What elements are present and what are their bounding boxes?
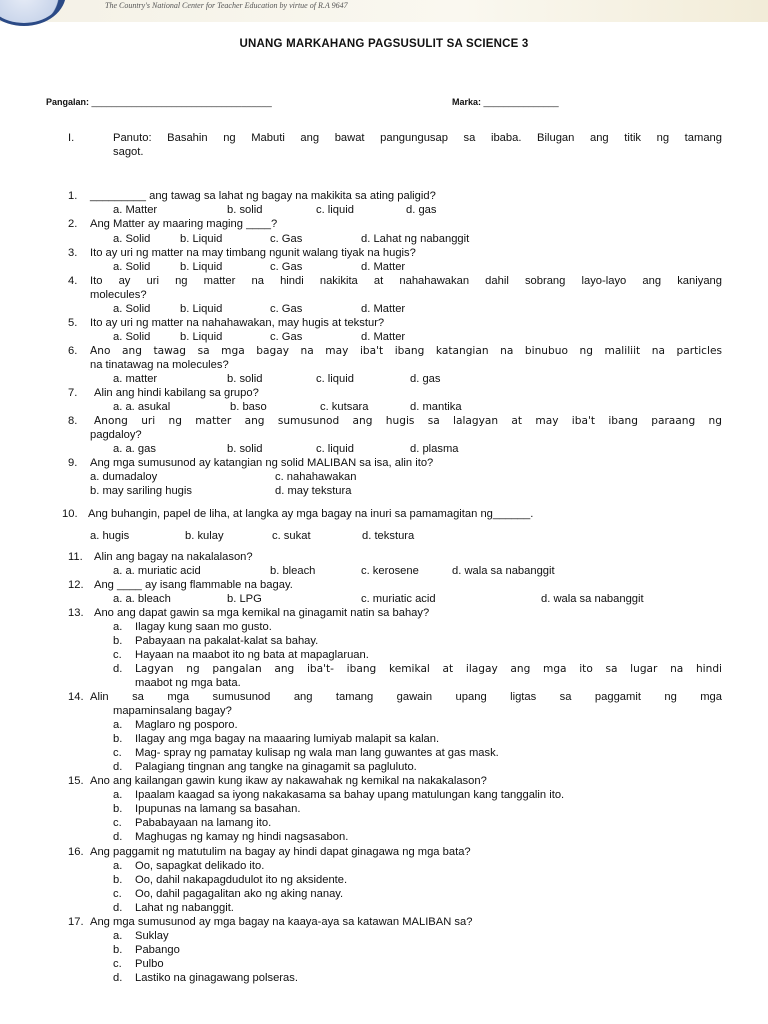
q4-choice-a: a. Solid — [113, 303, 151, 315]
q5-text: Ito ay uri ng matter na nahahawakan, may hugis at tekstur? — [90, 317, 385, 329]
q17-number: 17. — [68, 916, 84, 928]
q3-text: Ito ay uri ng matter na may timbang ngunit walang tiyak na hugis? — [90, 247, 416, 259]
q14-choice-a: Maglaro ng posporo. — [135, 719, 238, 731]
q13-choice-d-line-2: maabot ng mga bata. — [135, 677, 241, 689]
q12-number: 12. — [68, 579, 84, 591]
q6-choice-d: d. gas — [410, 373, 441, 385]
q7-text: Alin ang hindi kabilang sa grupo? — [94, 387, 259, 399]
q17-choice-b: Pabango — [135, 944, 180, 956]
q12-choice-a: a. a. bleach — [113, 593, 171, 605]
q6-choice-b: b. solid — [227, 373, 263, 385]
q15-number: 15. — [68, 775, 84, 787]
q11-text: Alin ang bagay na nakalalason? — [94, 551, 253, 563]
q2-choice-d: d. Lahat ng nabanggit — [361, 233, 470, 245]
q15-text: Ano ang kailangan gawin kung ikaw ay nakawahak ng kemikal na nakakalason? — [90, 775, 487, 787]
q13-number: 13. — [68, 607, 84, 619]
q11-choice-c: c. kerosene — [361, 565, 419, 577]
instruction-numeral: I. — [68, 132, 75, 144]
q14-number: 14. — [68, 691, 84, 703]
q17-choice-a-letter: a. — [113, 930, 123, 942]
score-line: _______________ — [483, 97, 559, 107]
q7-choice-d: d. mantika — [410, 401, 462, 413]
q14-choice-d-letter: d. — [113, 761, 123, 773]
q9-choice-a: a. dumadaloy — [90, 471, 158, 483]
q17-choice-b-letter: b. — [113, 944, 123, 956]
q14-choice-b-letter: b. — [113, 733, 123, 745]
q16-choice-b: Oo, dahil nakapagdudulot ito ng aksidente. — [135, 874, 348, 886]
q2-choice-c: c. Gas — [270, 233, 303, 245]
q1-choice-c: c. liquid — [316, 204, 354, 216]
q13-choice-c: Hayaan na maabot ito ng bata at mapaglaruan. — [135, 649, 369, 661]
q17-choice-d: Lastiko na ginagawang polseras. — [135, 972, 298, 984]
q15-choice-c-letter: c. — [113, 817, 122, 829]
q6-number: 6. — [68, 345, 78, 357]
q14-choice-a-letter: a. — [113, 719, 123, 731]
q17-text: Ang mga sumusunod ay mga bagay na kaaya-aya sa katawan MALIBAN sa? — [90, 916, 473, 928]
q10-choice-c: c. sukat — [272, 530, 311, 542]
q10-choice-d: d. tekstura — [362, 530, 415, 542]
q11-number: 11. — [68, 551, 83, 563]
q16-choice-a-letter: a. — [113, 860, 123, 872]
q8-number: 8. — [68, 415, 78, 427]
name-line: ____________________________________ — [91, 97, 272, 107]
q4-number: 4. — [68, 275, 78, 287]
q17-choice-c: Pulbo — [135, 958, 164, 970]
q1-choice-b: b. solid — [227, 204, 263, 216]
q2-number: 2. — [68, 218, 78, 230]
q1-text: _________ ang tawag sa lahat ng bagay na makikita sa ating paligid? — [90, 190, 436, 202]
q10-choice-a: a. hugis — [90, 530, 130, 542]
q11-choice-b: b. bleach — [270, 565, 316, 577]
name-label: Pangalan: — [46, 97, 90, 107]
q16-text: Ang paggamit ng matutulim na bagay ay hindi dapat ginagawa ng mga bata? — [90, 846, 471, 858]
q12-text: Ang ____ ay isang flammable na bagay. — [94, 579, 293, 591]
q8-choice-c: c. liquid — [316, 443, 354, 455]
q2-text: Ang Matter ay maaring maging ____? — [90, 218, 278, 230]
q7-number: 7. — [68, 387, 78, 399]
q9-choice-b: b. may sariling hugis — [90, 485, 192, 497]
q16-choice-c: Oo, dahil pagagalitan ako ng aking nanay. — [135, 888, 344, 900]
q3-number: 3. — [68, 247, 78, 259]
q4-choice-c: c. Gas — [270, 303, 303, 315]
q13-text: Ano ang dapat gawin sa mga kemikal na ginagamit natin sa bahay? — [94, 607, 430, 619]
q15-choice-c: Pababayaan na lamang ito. — [135, 817, 272, 829]
q6-choice-c: c. liquid — [316, 373, 354, 385]
q5-choice-a: a. Solid — [113, 331, 151, 343]
q13-choice-a-letter: a. — [113, 621, 123, 633]
q9-choice-c: c. nahahawakan — [275, 471, 357, 483]
q16-choice-d: Lahat ng nabanggit. — [135, 902, 234, 914]
q10-text: Ang buhangin, papel de liha, at langka ay mga bagay na inuri sa pamamagitan ng______. — [88, 508, 534, 520]
q16-choice-b-letter: b. — [113, 874, 123, 886]
q16-choice-c-letter: c. — [113, 888, 122, 900]
q3-choice-b: b. Liquid — [180, 261, 223, 273]
q5-choice-b: b. Liquid — [180, 331, 223, 343]
q5-choice-d: d. Matter — [361, 331, 406, 343]
q6-choice-a: a. matter — [113, 373, 158, 385]
q15-choice-a-letter: a. — [113, 789, 123, 801]
q17-choice-c-letter: c. — [113, 958, 122, 970]
q7-choice-c: c. kutsara — [320, 401, 369, 413]
q1-choice-a: a. Matter — [113, 204, 158, 216]
q3-choice-d: d. Matter — [361, 261, 406, 273]
q9-text: Ang mga sumusunod ay katangian ng solid MALIBAN sa isa, alin ito? — [90, 457, 434, 469]
q13-choice-d-letter: d. — [113, 663, 123, 675]
q8-text-line-1: Anong uri ng matter ang sumusunod ang hugis sa lalagyan at may iba't ibang paraang ng — [94, 415, 722, 427]
q2-choice-b: b. Liquid — [180, 233, 223, 245]
q4-text-line-1: Ito ay uri ng matter na hindi nakikita at nahahawakan dahil sobrang layo-layo ang kaniyang — [90, 275, 722, 287]
page-title: UNANG MARKAHANG PAGSUSULIT SA SCIENCE 3 — [239, 38, 529, 50]
q8-text-line-2: pagdaloy? — [90, 429, 142, 441]
q8-choice-b: b. solid — [227, 443, 263, 455]
q14-choice-b: Ilagay ang mga bagay na maaaring lumiyab malapit sa kalan. — [135, 733, 440, 745]
q4-text-line-2: molecules? — [90, 289, 147, 301]
q5-number: 5. — [68, 317, 78, 329]
q2-choice-a: a. Solid — [113, 233, 151, 245]
q14-text-line-1: Alin sa mga sumusunod ang tamang gawain upang ligtas sa paggamit ng mga — [90, 691, 722, 703]
q14-choice-c-letter: c. — [113, 747, 122, 759]
q14-text-line-2: mapaminsalang bagay? — [113, 705, 232, 717]
instruction-line-2: sagot. — [113, 146, 144, 158]
q8-choice-d: d. plasma — [410, 443, 459, 455]
q11-choice-d: d. wala sa nabanggit — [452, 565, 555, 577]
header-tagline: The Country's National Center for Teacher Education by virtue of R.A 9647 — [105, 1, 348, 10]
q13-choice-c-letter: c. — [113, 649, 122, 661]
q12-choice-c: c. muriatic acid — [361, 593, 436, 605]
q5-choice-c: c. Gas — [270, 331, 303, 343]
q15-choice-d: Maghugas ng kamay ng hindi nagsasabon. — [135, 831, 349, 843]
q14-choice-d: Palagiang tingnan ang tangke na ginagamit sa pagluluto. — [135, 761, 417, 773]
q4-choice-b: b. Liquid — [180, 303, 223, 315]
instruction-line-1: Panuto: Basahin ng Mabuti ang bawat pangungusap sa ibaba. Bilugan ang titik ng tamang — [113, 132, 722, 144]
q10-choice-b: b. kulay — [185, 530, 224, 542]
q3-choice-c: c. Gas — [270, 261, 303, 273]
q3-choice-a: a. Solid — [113, 261, 151, 273]
q14-choice-c: Mag- spray ng pamatay kulisap ng wala man lang guwantes at gas mask. — [135, 747, 499, 759]
university-seal-icon — [0, 0, 66, 26]
q6-text-line-2: na tinatawag na molecules? — [90, 359, 229, 371]
q16-choice-d-letter: d. — [113, 902, 123, 914]
q13-choice-b-letter: b. — [113, 635, 123, 647]
name-field — [46, 97, 272, 107]
q17-choice-d-letter: d. — [113, 972, 123, 984]
q9-choice-d: d. may tekstura — [275, 485, 352, 497]
q12-choice-b: b. LPG — [227, 593, 262, 605]
q13-choice-a: Ilagay kung saan mo gusto. — [135, 621, 272, 633]
score-label: Marka: — [452, 97, 482, 107]
q11-choice-a: a. a. muriatic acid — [113, 565, 201, 577]
q1-choice-d: d. gas — [406, 204, 437, 216]
q15-choice-d-letter: d. — [113, 831, 123, 843]
q15-choice-b: Ipupunas na lamang sa basahan. — [135, 803, 301, 815]
score-field — [452, 97, 559, 107]
q10-number: 10. — [62, 508, 78, 520]
q6-text-line-1: Ano ang tawag sa mga bagay na may iba't ibang katangian na binubuo ng maliliit na particles — [90, 345, 722, 357]
q4-choice-d: d. Matter — [361, 303, 406, 315]
q13-choice-b: Pabayaan na pakalat-kalat sa bahay. — [135, 635, 319, 647]
q8-choice-a: a. a. gas — [113, 443, 156, 455]
q7-choice-b: b. baso — [230, 401, 267, 413]
q15-choice-a: Ipaalam kaagad sa iyong nakakasama sa bahay upang matulungan kang tanggalin ito. — [135, 789, 565, 801]
q7-choice-a: a. a. asukal — [113, 401, 171, 413]
q1-number: 1. — [68, 190, 78, 202]
q9-number: 9. — [68, 457, 78, 469]
q12-choice-d: d. wala sa nabanggit — [541, 593, 644, 605]
q16-number: 16. — [68, 846, 84, 858]
q17-choice-a: Suklay — [135, 930, 169, 942]
q13-choice-d-line-1: Lagyan ng pangalan ang iba't- ibang kemikal at ilagay ang mga ito sa lugar na hindi — [135, 663, 722, 675]
q15-choice-b-letter: b. — [113, 803, 123, 815]
q16-choice-a: Oo, sapagkat delikado ito. — [135, 860, 265, 872]
